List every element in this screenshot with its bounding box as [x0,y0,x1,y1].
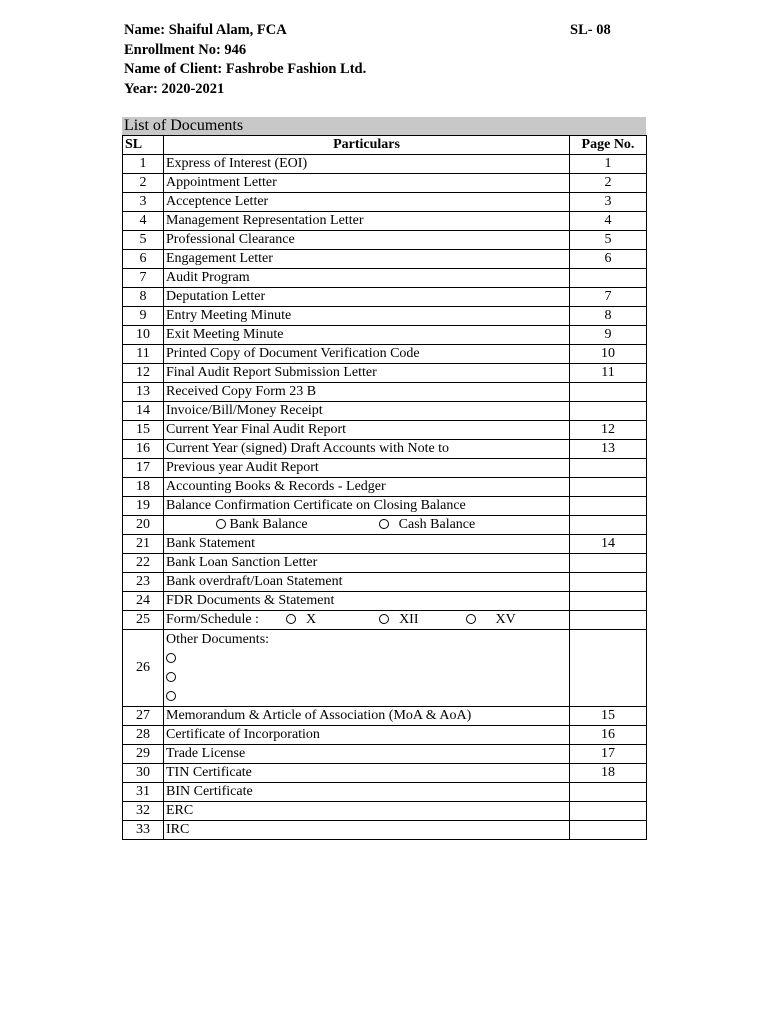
row-page-no [570,592,647,611]
form-schedule-options [164,611,570,630]
row-page-no [570,383,647,402]
other-documents-label: Other Documents: [166,632,270,647]
row-particulars: FDR Documents & Statement [164,592,570,611]
other-documents-cell [164,630,570,707]
row-page-no: 8 [570,307,647,326]
row-particulars: Professional Clearance [164,231,570,250]
table-row [123,592,647,611]
table-row [123,611,647,630]
row-particulars: Trade License [164,745,570,764]
row-sl: 9 [123,307,164,326]
row-particulars: Deputation Letter [164,288,570,307]
other-document-option[interactable] [166,668,567,687]
row-sl: 27 [123,707,164,726]
row-particulars: Management Representation Letter [164,212,570,231]
row-particulars: BIN Certificate [164,783,570,802]
row-page-no: 16 [570,726,647,745]
row-page-no: 9 [570,326,647,345]
table-row [123,459,647,478]
table-row [123,231,647,250]
cash-balance-option[interactable]: Cash Balance [379,516,476,534]
table-row [123,554,647,573]
row-page-no: 18 [570,764,647,783]
table-header-row [123,136,647,155]
table-row [123,383,647,402]
table-row [123,821,647,840]
table-row [123,707,647,726]
radio-circle-icon [466,614,476,624]
row-sl: 8 [123,288,164,307]
row-page-no: 13 [570,440,647,459]
row-page-no: 7 [570,288,647,307]
row-sl: 5 [123,231,164,250]
table-row [123,726,647,745]
row-sl: 21 [123,535,164,554]
row-particulars: Audit Program [164,269,570,288]
row-sl: 30 [123,764,164,783]
row-sl: 11 [123,345,164,364]
row-particulars: Express of Interest (EOI) [164,155,570,174]
table-row [123,497,647,516]
row-sl: 10 [123,326,164,345]
row-page-no: 2 [570,174,647,193]
table-row [123,307,647,326]
row-sl: 13 [123,383,164,402]
other-document-option[interactable] [166,687,567,706]
schedule-xv-option[interactable]: XV [466,611,516,629]
row-particulars: IRC [164,821,570,840]
table-row [123,440,647,459]
row-sl: 14 [123,402,164,421]
row-particulars: Exit Meeting Minute [164,326,570,345]
row-sl: 12 [123,364,164,383]
radio-circle-icon [166,691,176,701]
row-particulars: Bank Statement [164,535,570,554]
row-page-no [570,459,647,478]
row-page-no: 1 [570,155,647,174]
row-sl: 7 [123,269,164,288]
radio-circle-icon [216,519,226,529]
table-row [123,802,647,821]
row-sl: 24 [123,592,164,611]
row-sl: 16 [123,440,164,459]
table-row [123,783,647,802]
row-sl: 18 [123,478,164,497]
row-page-no: 5 [570,231,647,250]
row-particulars: Entry Meeting Minute [164,307,570,326]
row-sl: 20 [123,516,164,535]
row-page-no [570,611,647,630]
radio-circle-icon [379,614,389,624]
row-page-no [570,269,647,288]
row-page-no [570,783,647,802]
table-row [123,516,647,535]
table-row [123,269,647,288]
table-row [123,364,647,383]
row-page-no: 15 [570,707,647,726]
row-sl: 15 [123,421,164,440]
table-row [123,212,647,231]
row-sl: 28 [123,726,164,745]
other-document-option[interactable] [166,649,567,668]
audit-year: Year: 2020-2021 [124,80,225,97]
table-row [123,573,647,592]
column-header-sl: SL [123,136,164,155]
table-row [123,535,647,554]
row-particulars: Current Year (signed) Draft Accounts with Note to [164,440,570,459]
list-title: List of Documents [122,117,646,135]
documents-table [122,135,647,840]
row-sl: 31 [123,783,164,802]
row-sl: 3 [123,193,164,212]
row-page-no: 11 [570,364,647,383]
schedule-xii-option[interactable]: XII [379,611,418,629]
row-page-no-split [570,497,647,535]
row-page-no [570,554,647,573]
row-page-no: 6 [570,250,647,269]
row-page-no: 17 [570,745,647,764]
row-particulars: Certificate of Incorporation [164,726,570,745]
table-row [123,155,647,174]
table-row [123,402,647,421]
row-particulars: Previous year Audit Report [164,459,570,478]
row-particulars: Engagement Letter [164,250,570,269]
radio-circle-icon [286,614,296,624]
row-sl: 2 [123,174,164,193]
row-particulars: Invoice/Bill/Money Receipt [164,402,570,421]
row-sl: 23 [123,573,164,592]
row-page-no: 4 [570,212,647,231]
row-page-no [570,802,647,821]
row-sl: 32 [123,802,164,821]
row-sl: 1 [123,155,164,174]
table-row [123,193,647,212]
row-sl: 17 [123,459,164,478]
row-page-no [570,630,647,707]
row-particulars: Appointment Letter [164,174,570,193]
table-row [123,288,647,307]
row-particulars: Acceptence Letter [164,193,570,212]
row-particulars: TIN Certificate [164,764,570,783]
radio-circle-icon [379,519,389,529]
row-page-no [570,478,647,497]
row-sl: 19 [123,497,164,516]
row-particulars: Current Year Final Audit Report [164,421,570,440]
row-page-no [570,573,647,592]
schedule-x-option[interactable]: X [286,611,316,629]
row-page-no: 14 [570,535,647,554]
radio-circle-icon [166,672,176,682]
row-sl: 29 [123,745,164,764]
row-particulars: Received Copy Form 23 B [164,383,570,402]
row-particulars: Bank Loan Sanction Letter [164,554,570,573]
table-row [123,421,647,440]
row-particulars: Accounting Books & Records - Ledger [164,478,570,497]
row-particulars: ERC [164,802,570,821]
auditor-name: Name: Shaiful Alam, FCA [124,22,287,38]
row-particulars: Memorandum & Article of Association (MoA & AoA) [164,707,570,726]
table-row [123,745,647,764]
row-page-no: 10 [570,345,647,364]
row-page-no [570,402,647,421]
bank-balance-option[interactable]: Bank Balance [216,516,308,534]
row-sl: 26 [123,630,164,707]
row-sl: 25 [123,611,164,630]
column-header-particulars: Particulars [164,136,570,155]
row-particulars: Final Audit Report Submission Letter [164,364,570,383]
table-row [123,326,647,345]
row-page-no: 3 [570,193,647,212]
table-row [123,630,647,707]
row-particulars: Balance Confirmation Certificate on Closing Balance [164,497,570,516]
form-schedule-label: Form/Schedule : [166,612,259,627]
row-sl: 6 [123,250,164,269]
header-block [124,21,366,99]
client-name: Name of Client: Fashrobe Fashion Ltd. [124,61,367,77]
row-sl: 22 [123,554,164,573]
serial-code: SL- 08 [570,22,611,38]
table-row [123,250,647,269]
column-header-page-no: Page No. [570,136,647,155]
radio-circle-icon [166,653,176,663]
enrollment-no: Enrollment No: 946 [124,41,247,58]
row-sl: 4 [123,212,164,231]
table-row [123,345,647,364]
row-particulars: Printed Copy of Document Verification Code [164,345,570,364]
balance-options [164,516,570,535]
table-row [123,478,647,497]
row-page-no: 12 [570,421,647,440]
row-sl: 33 [123,821,164,840]
row-page-no [570,821,647,840]
row-particulars: Bank overdraft/Loan Statement [164,573,570,592]
table-row [123,174,647,193]
table-row [123,764,647,783]
